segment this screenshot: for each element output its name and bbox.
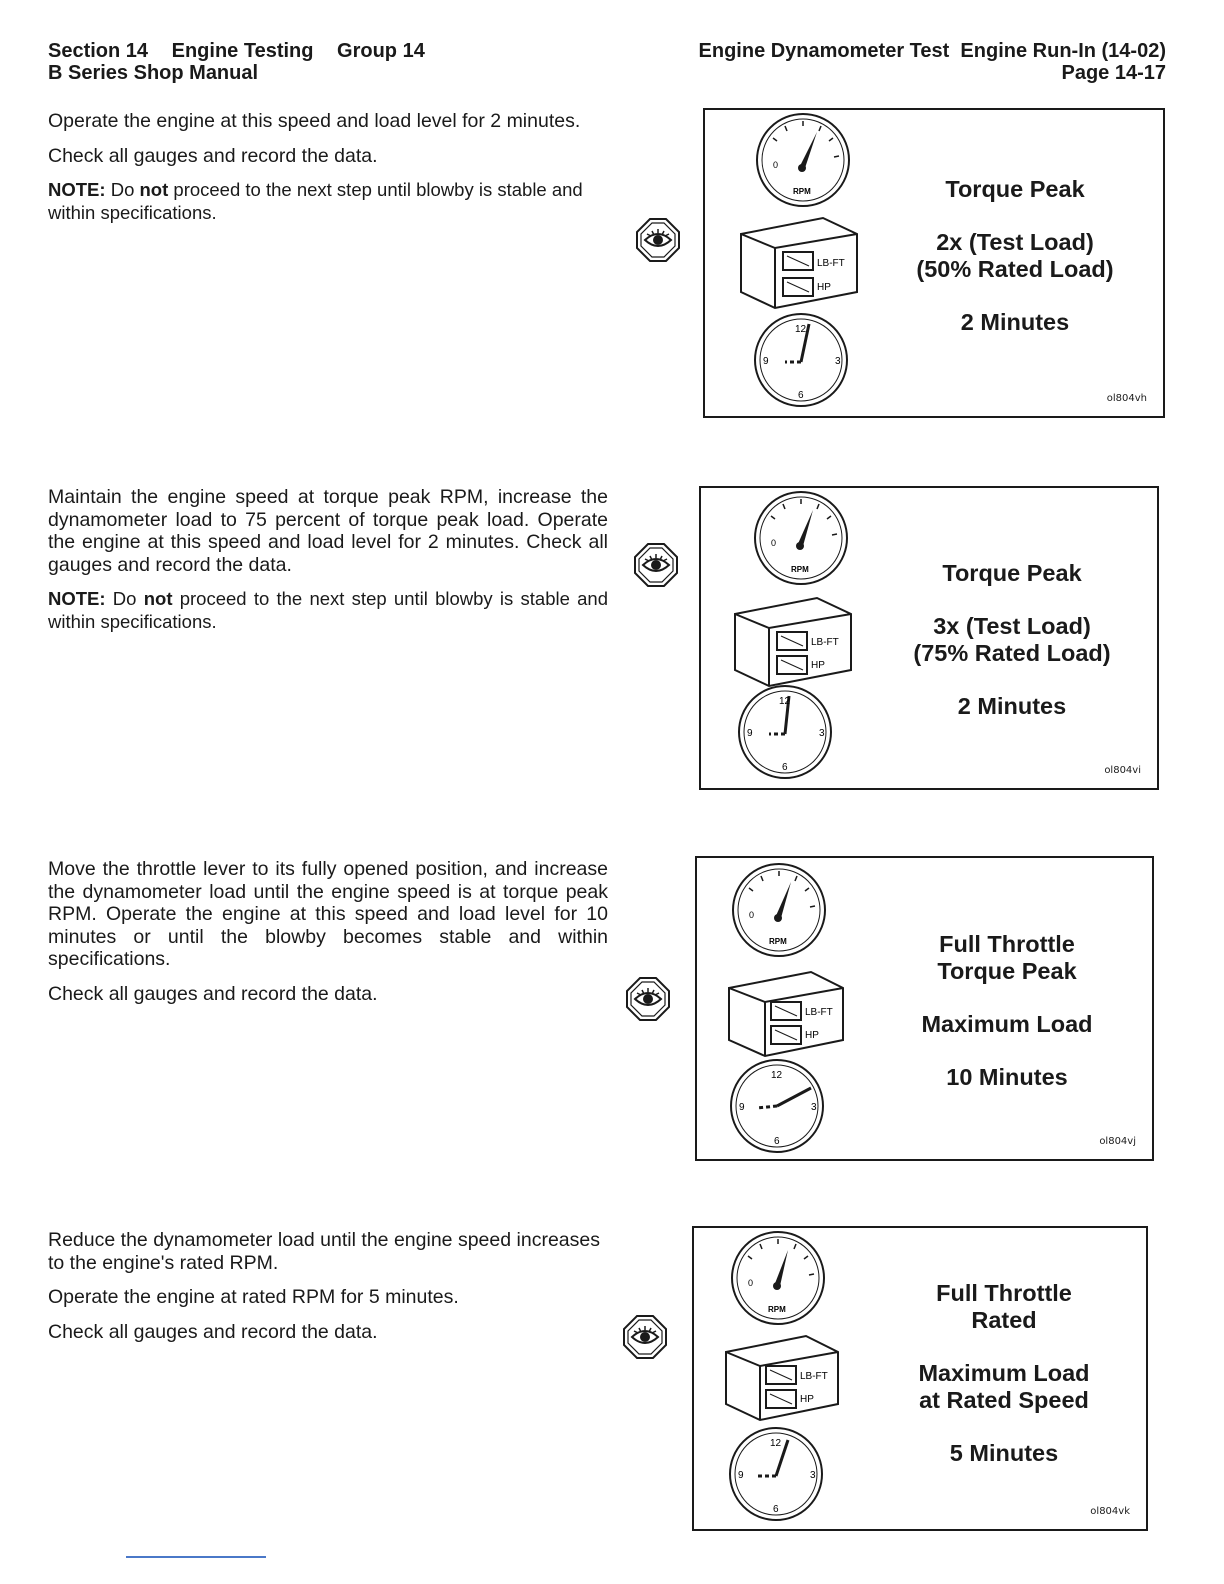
caption-line: 2 Minutes: [960, 309, 1070, 335]
svg-text:HP: HP: [811, 660, 825, 671]
page-header-right: [699, 40, 1166, 84]
inspect-eye-icon: [625, 976, 671, 1022]
page-number: Page 14-17: [1061, 62, 1166, 84]
caption-line: 2 Minutes: [957, 693, 1067, 719]
caption-line: (50% Rated Load): [916, 256, 1114, 282]
clock-icon: [730, 1428, 822, 1520]
caption-spacer: [895, 283, 1135, 309]
gauge-cluster: [735, 110, 865, 416]
svg-text:6: 6: [773, 1504, 779, 1515]
caption-line: Torque Peak: [945, 176, 1085, 202]
step-4-text: [48, 1229, 600, 1355]
document-title: Engine Dynamometer Test Engine Run-In (14-02): [698, 40, 1166, 62]
svg-text:9: 9: [739, 1102, 745, 1113]
clock-icon: [739, 686, 831, 778]
svg-text:LB-FT: LB-FT: [805, 1007, 833, 1018]
svg-text:RPM: RPM: [791, 565, 809, 574]
caption-line: Rated: [971, 1307, 1037, 1333]
step-1-panel: [703, 108, 1165, 418]
svg-text:RPM: RPM: [769, 937, 787, 946]
caption-spacer: [887, 1038, 1127, 1064]
gauge-cluster: [724, 1228, 854, 1529]
dyno-readout-icon: [726, 1336, 838, 1420]
step-paragraph: Check all gauges and record the data.: [48, 982, 378, 1005]
step-note: NOTE: Do not proceed to the next step until blowby is stable and within specifications.: [48, 179, 583, 223]
svg-text:0: 0: [748, 1278, 754, 1288]
step-paragraph: Check all gauges and record the data.: [48, 1320, 378, 1343]
page-header-left: [48, 40, 425, 84]
section-title: Engine Testing: [171, 40, 314, 62]
caption-spacer: [887, 667, 1137, 693]
svg-text:0: 0: [749, 910, 755, 920]
step-2-panel: [699, 486, 1159, 790]
caption-line: Full Throttle: [936, 1280, 1072, 1306]
caption-spacer: [895, 203, 1135, 229]
caption-spacer: [887, 587, 1137, 613]
step-3-panel: [695, 856, 1154, 1161]
svg-text:12: 12: [779, 696, 791, 707]
caption-line: Maximum Load: [921, 1011, 1093, 1037]
svg-text:3: 3: [835, 356, 841, 367]
panel-caption: [887, 931, 1127, 1091]
svg-text:12: 12: [795, 324, 807, 335]
caption-line: 10 Minutes: [946, 1064, 1068, 1090]
figure-id: ol804vi: [1104, 765, 1141, 776]
svg-text:RPM: RPM: [793, 187, 811, 196]
dyno-readout-icon: [735, 598, 851, 686]
group-label: Group 14: [337, 40, 425, 62]
caption-line: 3x (Test Load): [933, 613, 1091, 639]
svg-text:6: 6: [774, 1136, 780, 1147]
dyno-readout-icon: [729, 972, 843, 1056]
step-paragraph: Check all gauges and record the data.: [48, 144, 378, 167]
footer-rule: [126, 1556, 266, 1558]
panel-caption: [887, 560, 1137, 720]
figure-id: ol804vk: [1090, 1506, 1130, 1517]
dyno-readout-icon: [741, 218, 857, 308]
svg-text:3: 3: [819, 728, 825, 739]
step-4-panel: [692, 1226, 1148, 1531]
caption-spacer: [884, 1334, 1124, 1360]
svg-text:3: 3: [811, 1102, 817, 1113]
svg-text:6: 6: [798, 390, 804, 401]
step-paragraph: Move the throttle lever to its fully opened position, and increase the dynamometer load until the engine speed is at torque peak RPM. Operate the engine at this speed and load level for 10 minutes or until the blowby becomes stable and within specifications.: [48, 858, 608, 970]
svg-text:9: 9: [738, 1470, 744, 1481]
tachometer-icon: [755, 492, 847, 584]
step-paragraph: Operate the engine at this speed and load level for 2 minutes.: [48, 110, 581, 132]
inspect-eye-icon: [635, 217, 681, 263]
svg-text:9: 9: [763, 356, 769, 367]
svg-text:0: 0: [773, 160, 779, 170]
step-paragraph: Reduce the dynamometer load until the engine speed increases to the engine's rated RPM.: [48, 1229, 600, 1274]
step-3-text: [48, 858, 608, 1017]
svg-text:HP: HP: [805, 1030, 819, 1041]
caption-spacer: [884, 1414, 1124, 1440]
svg-text:RPM: RPM: [768, 1305, 786, 1314]
caption-line: 5 Minutes: [949, 1440, 1059, 1466]
svg-text:12: 12: [771, 1070, 783, 1081]
caption-line: Maximum Load: [918, 1360, 1090, 1386]
inspect-eye-icon: [633, 542, 679, 588]
svg-text:LB-FT: LB-FT: [811, 637, 839, 648]
caption-line: Torque Peak: [942, 560, 1082, 586]
caption-line: at Rated Speed: [919, 1387, 1089, 1413]
gauge-cluster: [727, 858, 857, 1159]
step-paragraph: Operate the engine at rated RPM for 5 minutes.: [48, 1286, 459, 1308]
tachometer-icon: [757, 114, 849, 206]
inspect-eye-icon: [622, 1314, 668, 1360]
svg-text:3: 3: [810, 1470, 816, 1481]
caption-line: 2x (Test Load): [936, 229, 1094, 255]
panel-caption: [884, 1280, 1124, 1467]
tachometer-icon: [732, 1232, 824, 1324]
svg-text:9: 9: [747, 728, 753, 739]
figure-id: ol804vj: [1099, 1136, 1136, 1147]
step-2-text: [48, 486, 608, 645]
svg-text:12: 12: [770, 1438, 782, 1449]
gauge-cluster: [731, 488, 861, 788]
caption-line: Torque Peak: [937, 958, 1077, 984]
tachometer-icon: [733, 864, 825, 956]
caption-spacer: [887, 985, 1127, 1011]
caption-line: Full Throttle: [939, 931, 1075, 957]
svg-text:0: 0: [771, 538, 777, 548]
svg-text:HP: HP: [817, 282, 831, 293]
clock-icon: [755, 314, 847, 406]
panel-caption: [895, 176, 1135, 336]
figure-id: ol804vh: [1106, 393, 1147, 404]
svg-text:LB-FT: LB-FT: [800, 1371, 828, 1382]
step-1-text: [48, 110, 608, 236]
manual-title: B Series Shop Manual: [48, 62, 259, 84]
clock-icon: [731, 1060, 823, 1152]
section-label: Section 14: [48, 40, 149, 62]
svg-text:LB-FT: LB-FT: [817, 258, 845, 269]
step-note: NOTE: Do not proceed to the next step until blowby is stable and within specifications.: [48, 588, 609, 632]
caption-line: (75% Rated Load): [913, 640, 1111, 666]
svg-text:6: 6: [782, 762, 788, 773]
svg-text:HP: HP: [800, 1394, 814, 1405]
step-paragraph: Maintain the engine speed at torque peak RPM, increase the dynamometer load to 75 percent of torque peak load. Operate the engine at this speed and load level for 2 minutes. Check all gauges and record the data.: [48, 486, 608, 576]
